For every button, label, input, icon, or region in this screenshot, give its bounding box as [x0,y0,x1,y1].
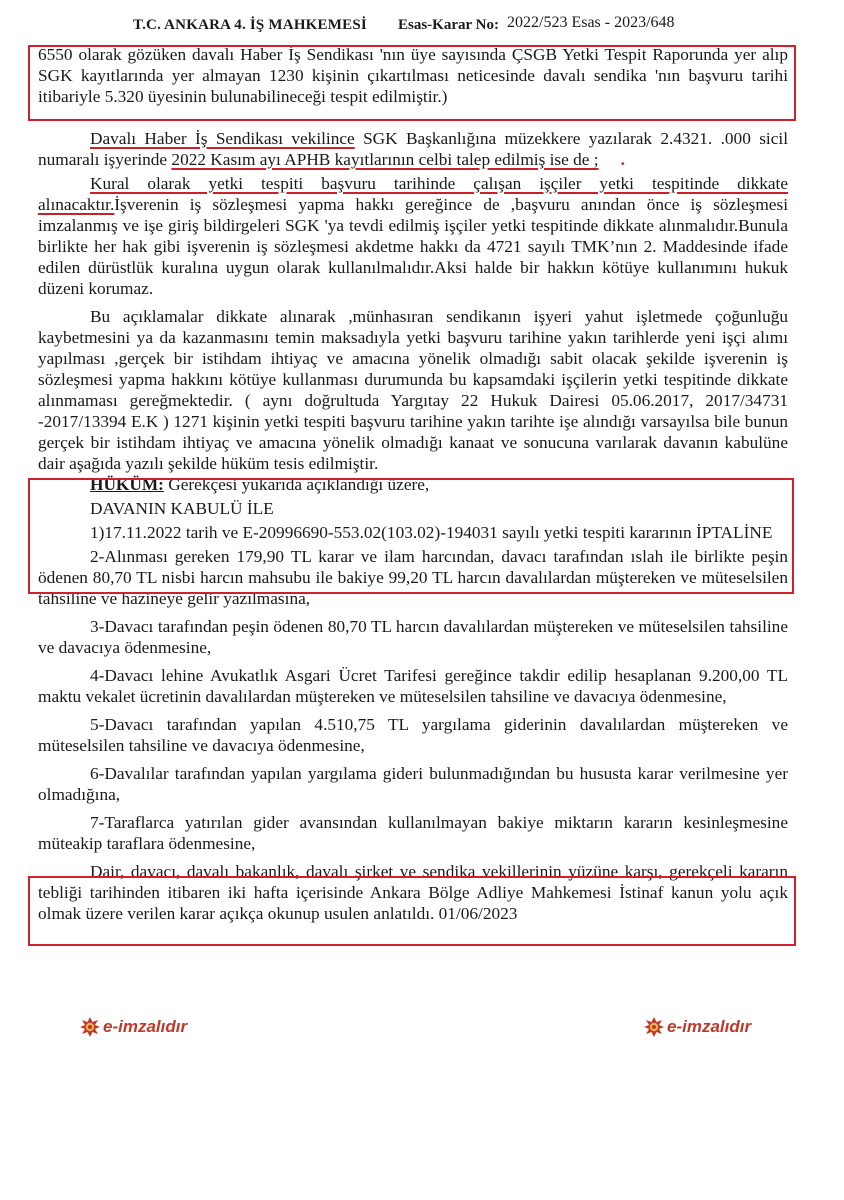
underlined-phrase: Kural olarak yetki tespiti başvuru tarihinde çalışan işçiler yetki tespitinde dikkate alınacaktır. [38,174,788,214]
paragraph-authority-rule: Kural olarak yetki tespiti başvuru tarihinde çalışan işçiler yetki tespitinde dikkate alınacaktır.İşverenin iş sözleşmesi yapma hakkı gereğince de ,başvuru anından önce iş sözleşmesi imzalanmış ve işe giriş bildirgeleri SGK 'ya tevdi edilmiş işçiler yetki tespitinde dikkate alınmalıdır.Bunula birlikte her hak gibi işverenin iş sözleşmesi akdetme hakkı da 4721 sayılı TMK’nın 2. Maddesinde ifade edilen dürüstlük kuralına uygun olarak kullanılmalıdır.Aksi halde bir hakkın kötüye kullanımını hukuk düzeni korumaz. [38,174,788,298]
paragraph-sgk-request: Davalı Haber İş Sendikası vekilince SGK Başkanlığına müzekkere yazılarak 2.4321. .000 sicil numaralı işyerinde 2022 Kasım ayı APHB kayıtlarının celbi talep edilmiş ise de ; . [38,129,788,169]
underlined-phrase: Davalı Haber İş Sendikası vekilince [90,129,355,148]
hukum-label: HÜKÜM: [90,475,164,494]
verdict-item-7: 7-Taraflarca yatırılan gider avansından kullanılmayan bakiye miktarın kararın kesinleşmesine müteakip taraflara ödenmesine, [38,813,788,853]
final-paragraph: Dair, davacı, davalı bakanlık, davalı şirket ve sendika vekillerinin yüzüne karşı, gerekçeli kararın tebliği tarihinden itibaren iki hafta içerisinde Ankara Bölge Adliye Mahkemesi İstinaf kanun yolu açık olmak üzere verilen karar açıkça okunup usulen anlatıldı. 01/06/2023 [38,862,788,923]
e-signature-right [644,1012,751,1042]
e-signature-label: e-imzalıdır [103,1017,188,1036]
verdict-item-3: 3-Davacı tarafından peşin ödenen 80,70 TL harcın davalılardan müştereken ve müteselsilen tahsiline ve davacıya ödenmesine, [38,617,788,657]
verdict-item-1: 1)17.11.2022 tarih ve E-20996690-553.02(103.02)-194031 sayılı yetki tespiti kararının İPTALİNE [90,523,773,542]
paragraph-reasoning: Bu açıklamalar dikkate alınarak ,münhasıran sendikanın işyeri yahut işletmede çoğunluğu kaybetmesini ya da kazanmasını temin maksadıyla yetki başvuru tarihine yakın tarihlerde yeni işçi alımı yapılması ,gerçek bir istihdam ihtiyaç ve amacına yönelik olmadığı sabit olacak şekilde işverenin iş sözleşmesi yapma hakkını kötüye kullanması durumunda bu kapsamdaki işçilerin yetki tespitinde dikkate alınmaması gereğmektedir. ( aynı doğrultuda Yargıtay 22 Hukuk Dairesi 05.06.2017, 2017/34731 -2017/13394 E.K ) 1271 kişinin yetki tespiti başvuru tarihine yakın tarihte işe alındığı varsayılsa bile bunun gerçek bir istihdam ihtiyaç ve amacına yönelik olmadığı kanaat ve sonucuna varılarak davanın kabulüne dair aşağıda yazılı şekilde hüküm tesis edilmiştir. [38,307,788,473]
davanin-kabulu: DAVANIN KABULÜ İLE [90,499,274,518]
verdict-item-4: 4-Davacı lehine Avukatlık Asgari Ücret Tarifesi gereğince takdir edilip hesaplanan 9.200,00 TL maktu vekalet ücretinin davalılardan müştereken ve müteselsilen tahsiline ve davacıya ödenmesine, [38,666,788,706]
seal-icon [644,1017,664,1037]
e-signature-left [80,1012,187,1042]
hukum-line: HÜKÜM: Gerekçesi yukarıda açıklandığı üzere, [90,475,430,494]
document-header [0,10,844,40]
esas-karar-number: 2022/523 Esas - 2023/648 [507,14,675,31]
red-mark: . [620,150,625,169]
underlined-phrase: 2022 Kasım ayı APHB kayıtlarının celbi talep edilmiş ise de ; [171,150,599,169]
esas-karar-label: Esas-Karar No: [398,17,499,33]
verdict-item-6: 6-Davalılar tarafından yapılan yargılama gideri bulunmadığından bu hususta karar verilmesine yer olmadığına, [38,764,788,804]
e-signature-label: e-imzalıdır [667,1017,752,1036]
verdict-item-5: 5-Davacı tarafından yapılan 4.510,75 TL yargılama giderinin davalılardan müştereken ve müteselsilen tahsiline ve davacıya ödenmesine, [38,715,788,755]
decision-body [38,44,788,924]
seal-icon [80,1017,100,1037]
paragraph-population-count: 6550 olarak gözüken davalı Haber İş Sendikası 'nın üye sayısında ÇSGB Yetki Tespit Raporunda yer alıp SGK kayıtlarında yer almayan 1230 kişinin çıkartılması neticesinde davalı sendika 'nın başvuru tarihi itibariyle 5.320 üyesinin bulunabilineceği tespit edilmiştir.) [38,45,788,106]
verdict-item-2: 2-Alınması gereken 179,90 TL karar ve ilam harcından, davacı tarafından ıslah ile birlikte peşin ödenen 80,70 TL nisbi harcın mahsubu ile bakiye 99,20 TL harcın davalılardan müştereken ve müteselsilen tahsiline ve hazineye gelir yazılmasına, [38,547,788,608]
court-name: T.C. ANKARA 4. İŞ MAHKEMESİ [133,17,367,33]
